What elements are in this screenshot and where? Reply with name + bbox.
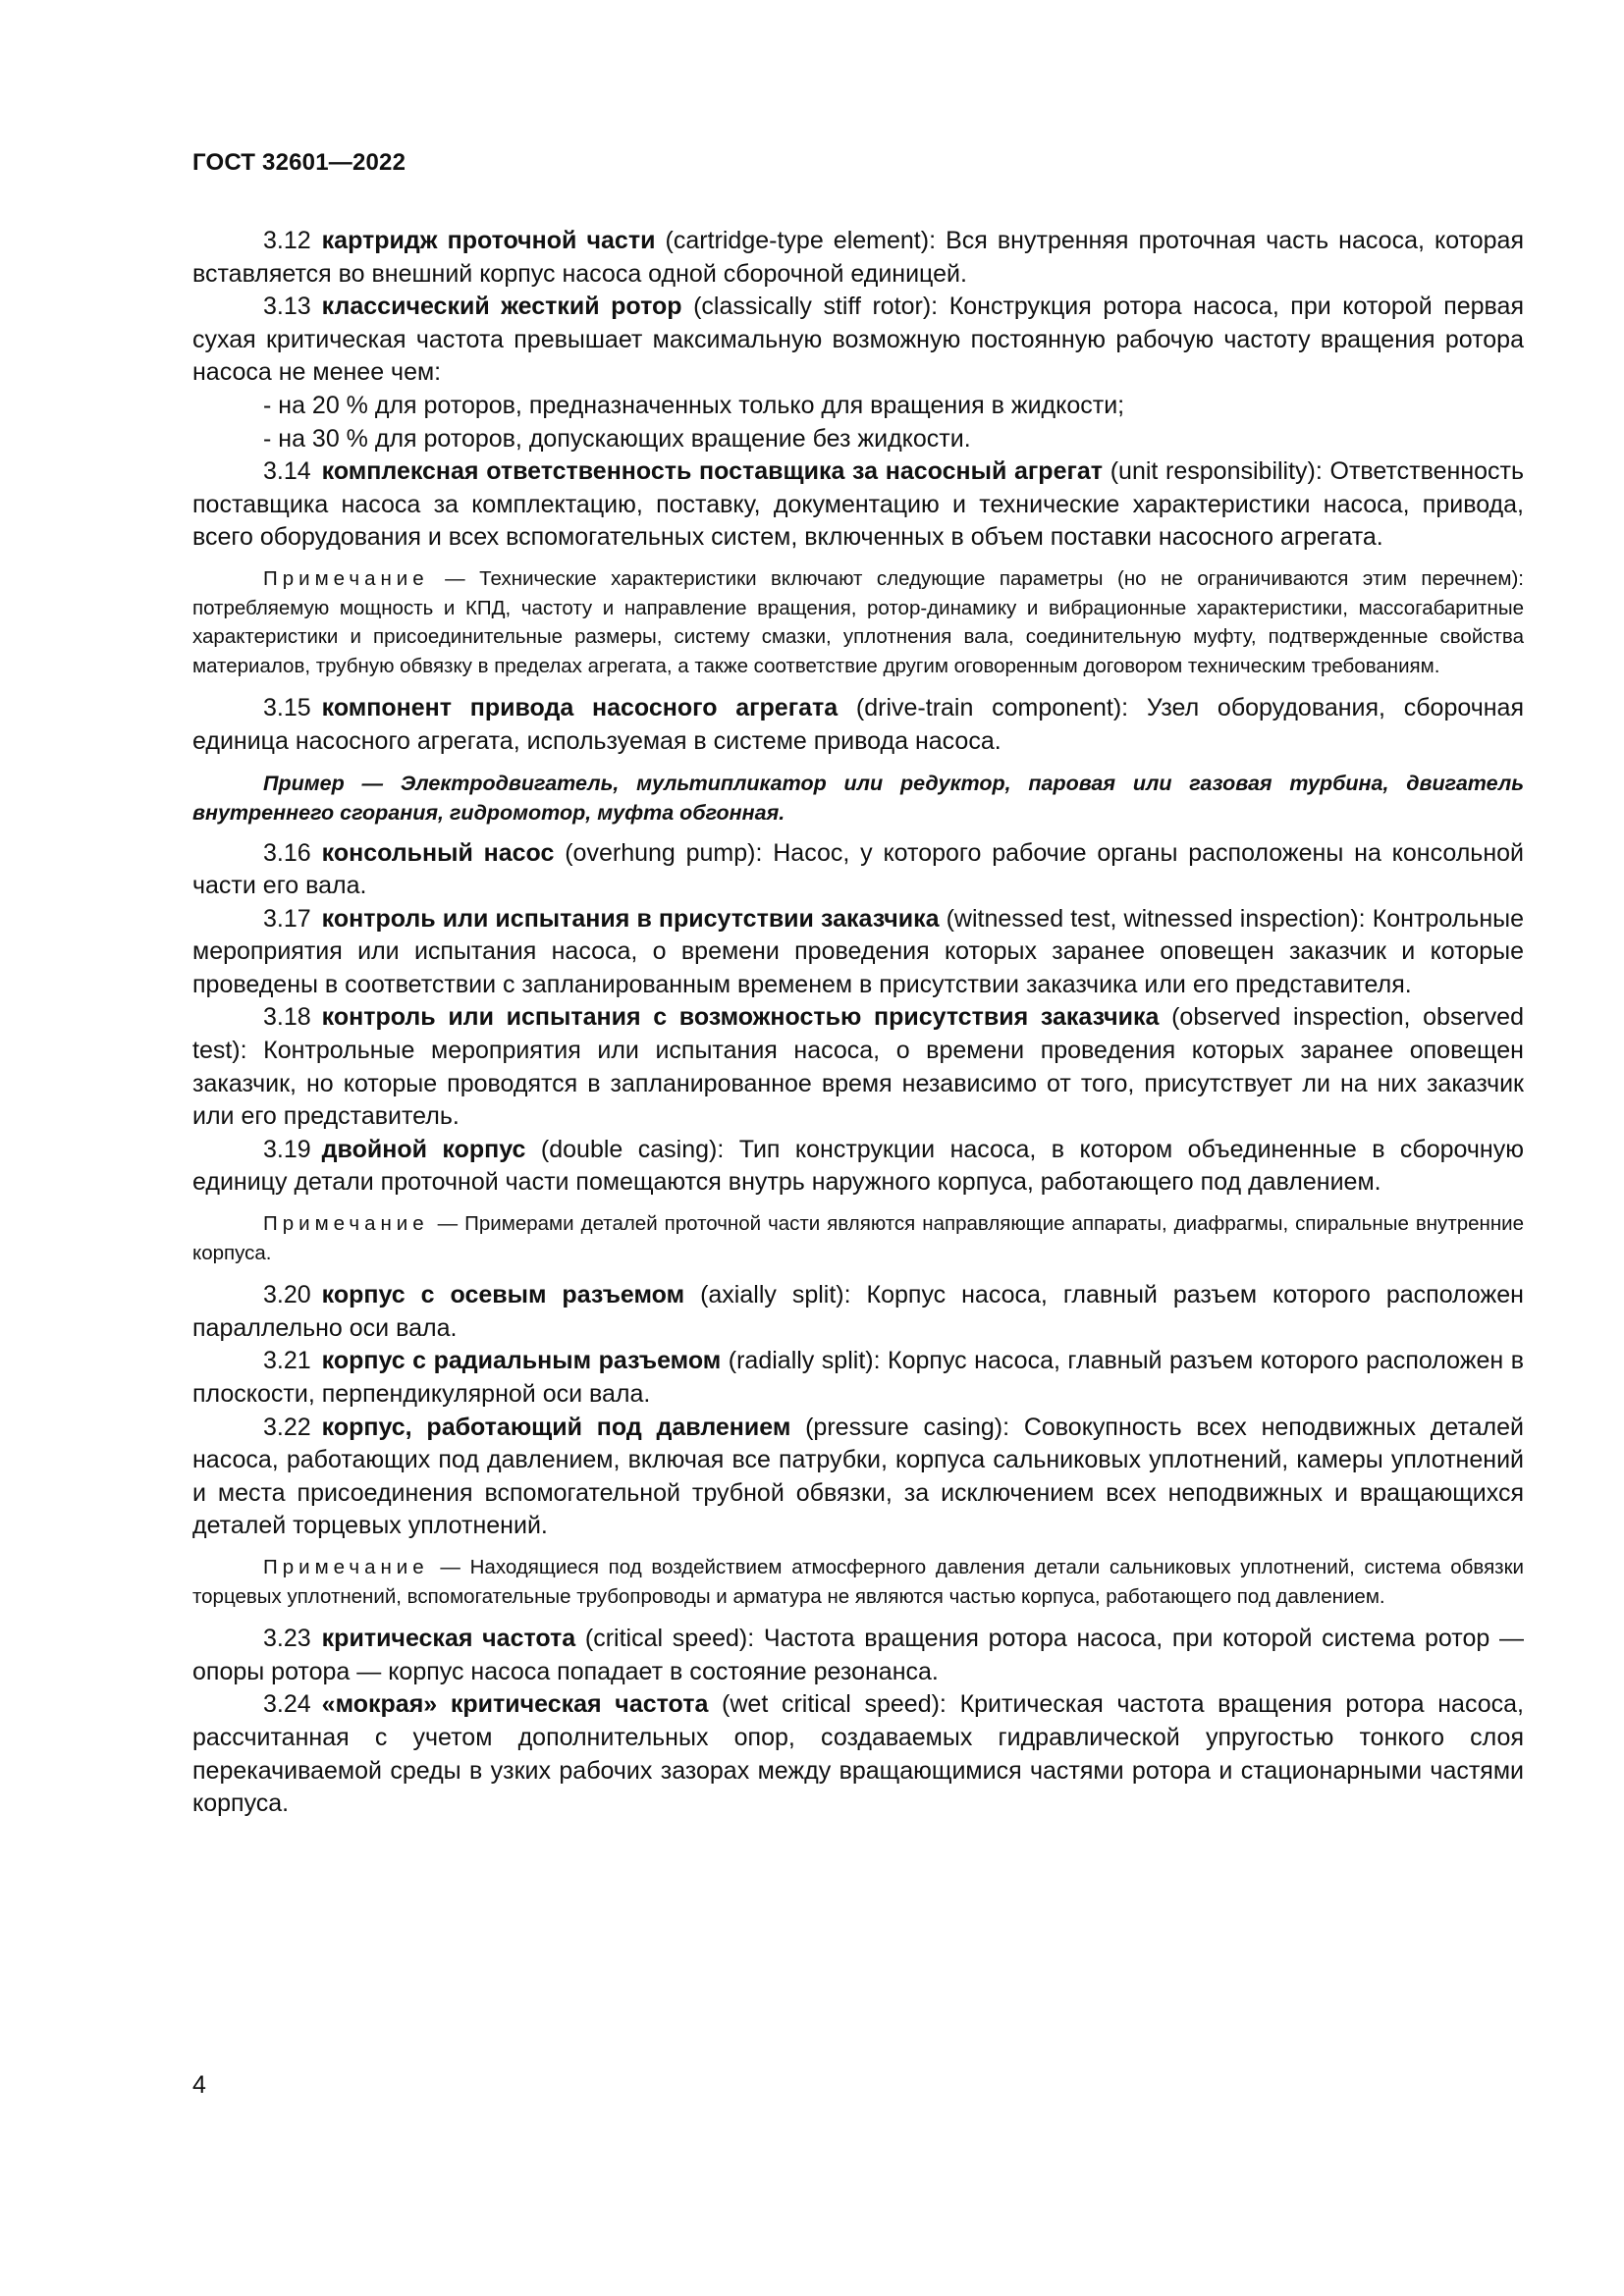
term-number: 3.23 [263,1625,311,1653]
term-definition: Конструкция ротора насоса, при которой первая сухая критическая частота превышает максимальную возможную постоянную рабочую частоту вращения ротора насоса не менее чем: [192,293,1524,387]
term-3-21 [192,1345,1524,1411]
term-english: (wet critical speed): [722,1690,947,1719]
term-title: критическая частота [321,1625,576,1653]
term-definition: Тип конструкции насоса, в котором объединенные в сборочную единицу детали проточной части помещаются внутрь наружного корпуса, работающего под давлением. [192,1135,1524,1197]
term-title: компонент привода насосного агрегата [321,694,839,722]
term-3-24 [192,1688,1524,1820]
term-english: (overhung pump): [565,838,763,867]
term-english: (classically stiff rotor): [693,293,939,321]
term-number: 3.16 [263,838,311,867]
note-label: Примечание [263,1212,429,1236]
term-3-19 [192,1134,1524,1200]
term-number: 3.12 [263,227,311,254]
term-definition: Ответственность поставщика насоса за комплектацию, поставку, документацию и технические характеристики насоса, привода, всего оборудования и всех вспомогательных систем, включенных в объем поставки насосного агрегата. [192,457,1525,552]
term-title: классический жесткий ротор [321,293,682,321]
term-english: (axially split): [700,1281,851,1309]
term-definition: Критическая частота вращения ротора насоса, рассчитанная с учетом дополнительных опор, создаваемых гидравлической упругостью тонкого слоя перекачиваемой среды в узких рабочих зазорах между вращающимися частями ротора и стационарными частями корпуса. [192,1690,1524,1818]
note-text: — Находящиеся под воздействием атмосферного давления детали сальниковых уплотнений, система обвязки торцевых уплотнений, вспомогательные трубопроводы и арматура не являются частью корпуса, работающего под давлением. [192,1555,1524,1608]
term-3-14 [192,455,1524,555]
example-3-15: Пример — Электродвигатель, мультипликатор или редуктор, паровая или газовая турбина, двигатель внутреннего сгорания, гидромотор, муфта обгонная. [192,771,1524,825]
note-text: — Технические характеристики включают следующие параметры (но не ограничиваются этим перечнем): потребляемую мощность и КПД, частоту и направление вращения, ротор-динамику и вибрационные характеристики, массогабаритные характеристики и присоединительные размеры, систему смазки, уплотнения вала, соединительную муфту, подтвержденные свойства материалов, трубную обвязку в пределах агрегата, а также соответствие другим оговоренным договором техническим требованиям. [192,566,1524,677]
term-title: двойной корпус [321,1135,526,1163]
note-3-14 [192,564,1524,680]
term-definition: Узел оборудования, сборочная единица насосного агрегата, используемая в системе привода насоса. [192,694,1524,755]
note-label: Примечание [263,566,429,590]
term-3-16 [192,837,1524,903]
term-3-15 [192,692,1524,758]
term-definition: Частота вращения ротора насоса, при которой система ротор — опоры ротора — корпус насоса попадает в состояние резонанса. [192,1625,1524,1685]
term-english: (cartridge-type element): [665,227,937,254]
term-definition: Вся внутренняя проточная часть насоса, которая вставляется во внешний корпус насоса одной сборочной единицей. [192,227,1525,288]
term-title: корпус с радиальным разъемом [321,1347,722,1375]
term-number: 3.17 [263,904,311,933]
term-3-13 [192,291,1524,390]
page-number: 4 [192,2071,206,2099]
term-english: (observed inspection, observed test): [192,1003,1524,1065]
term-title: «мокрая» критическая частота [321,1690,709,1719]
term-number: 3.21 [263,1347,311,1375]
term-title: контроль или испытания с возможностью присутствия заказчика [321,1003,1160,1032]
term-definition: Корпус насоса, главный разъем которого расположен в плоскости, перпендикулярной оси вала. [192,1347,1524,1408]
term-english: (drive-train component): [855,694,1129,722]
note-3-19 [192,1209,1524,1267]
page-body [192,225,1524,1821]
note-text: — Примерами деталей проточной части являются направляющие аппараты, диафрагмы, спиральные внутренние корпуса. [192,1212,1524,1264]
term-definition: Корпус насоса, главный разъем которого расположен параллельно оси вала. [192,1281,1524,1342]
term-english: (critical speed): [584,1625,755,1653]
term-number: 3.14 [263,457,311,486]
term-definition: Совокупность всех неподвижных деталей насоса, работающих под давлением, включая все патрубки, корпуса сальниковых уплотнений, камеры уплотнений и места присоединения вспомогательной трубной обвязки, за исключением всех неподвижных и вращающихся деталей торцевых уплотнений. [192,1413,1524,1540]
note-3-22 [192,1553,1524,1611]
term-3-23 [192,1623,1524,1688]
term-3-17 [192,903,1524,1002]
term-title: комплексная ответственность поставщика за насосный агрегат [321,457,1104,486]
term-title: корпус, работающий под давлением [321,1413,791,1441]
term-english: (unit responsibility): [1110,457,1323,486]
term-definition: Насос, у которого рабочие органы расположены на консольной части его вала. [192,838,1525,900]
term-title: корпус с осевым разъемом [321,1281,685,1309]
term-title: консольный насос [321,838,555,867]
term-3-20 [192,1279,1524,1345]
term-title: картридж проточной части [321,227,656,254]
term-number: 3.13 [263,293,311,321]
term-number: 3.18 [263,1003,311,1032]
term-3-22 [192,1412,1524,1543]
list-item: - на 20 % для роторов, предназначенных только для вращения в жидкости; [263,391,1125,419]
term-3-18 [192,1001,1524,1133]
term-english: (double casing): [540,1135,725,1163]
document-header: ГОСТ 32601—2022 [192,149,406,176]
term-english: (pressure casing): [805,1413,1010,1441]
term-number: 3.22 [263,1413,311,1441]
term-english: (witnessed test, witnessed inspection): [946,904,1366,933]
list-item: - на 30 % для роторов, допускающих вращение без жидкости. [263,424,971,453]
term-number: 3.15 [263,694,311,722]
term-3-12 [192,225,1524,291]
term-title: контроль или испытания в присутствии заказчика [321,904,940,933]
term-english: (radially split): [728,1347,881,1375]
term-definition: Контрольные мероприятия или испытания насоса, о времени проведения которых заранее оповещен заказчик, но которые проводятся в запланированное время независимо от того, присутствует ли на них заказчик или его представитель. [192,1037,1524,1131]
term-number: 3.19 [263,1135,311,1163]
term-definition: Контрольные мероприятия или испытания насоса, о времени проведения которых заранее оповещен заказчик и которые проведены в соответствии с запланированным временем в присутствии заказчика или его представителя. [192,904,1524,998]
term-number: 3.20 [263,1281,311,1309]
term-number: 3.24 [263,1690,311,1719]
note-label: Примечание [263,1555,429,1578]
